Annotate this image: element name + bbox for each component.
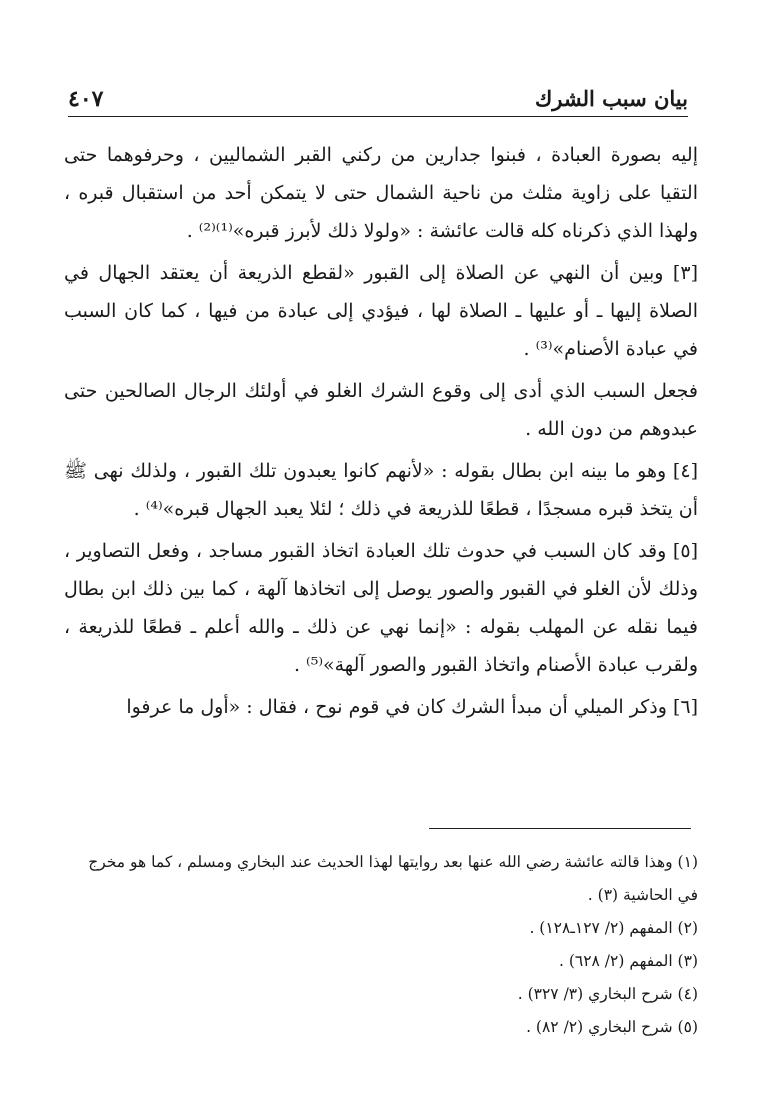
footnote: (٤) شرح البخاري (٣/ ٣٢٧) . <box>517 985 698 1003</box>
footnote: (١) وهذا قالته عائشة رضي الله عنها بعد روايتها لهذا الحديث عند البخاري ومسلم ، كما هو مخرج في الحاشية (٣) . <box>88 853 698 904</box>
running-header <box>68 86 688 117</box>
paragraph: فجعل السبب الذي أدى إلى وقوع الشرك الغلو في أولئك الرجال الصالحين حتى عبدوهم من دون الله . <box>64 380 698 440</box>
body-text <box>64 136 698 730</box>
paragraph: [٦] وذكر الميلي أن مبدأ الشرك كان في قوم نوح ، فقال : «أول ما عرفوا <box>126 696 698 718</box>
paragraph: إليه بصورة العبادة ، فبنوا جدارين من ركني القبر الشماليين ، وحرفوهما حتى التقيا على زاوية مثلث من ناحية الشمال حتى لا يتمكن أحد من استقبال قبره ، ولهذا الذي ذكرناه كله قالت عائشة : «ولولا ذلك لأبرز قبره»⁽¹⁾⁽²⁾ . <box>64 144 698 242</box>
header-title: بيان سبب الشرك <box>534 86 688 111</box>
footnotes <box>64 846 698 1044</box>
footnote: (٥) شرح البخاري (٢/ ٨٢) . <box>526 1018 698 1036</box>
paragraph: [٥] وقد كان السبب في حدوث تلك العبادة اتخاذ القبور مساجد ، وفعل التصاوير ، وذلك لأن الغلو في القبور والصور يوصل إلى اتخاذها آلهة ، كما بين ذلك ابن بطال فيما نقله عن المهلب بقوله : «إنما نهي عن ذلك ـ والله أعلم ـ قطعًا للذريعة ، ولقرب عبادة الأصنام واتخاذ القبور والصور آلهة»⁽⁵⁾ . <box>64 540 698 676</box>
page-number: ٤٠٧ <box>68 86 104 112</box>
footnote: (٢) المفهم (٢/ ١٢٧ـ١٢٨) . <box>529 919 698 937</box>
paragraph: [٣] وبين أن النهي عن الصلاة إلى القبور «لقطع الذريعة أن يعتقد الجهال في الصلاة إليها ـ أو عليها ـ الصلاة لها ، فيؤدي إلى عبادة من فيها ، كما كان السبب في عبادة الأصنام»⁽³⁾ . <box>64 262 698 360</box>
paragraph: [٤] وهو ما بينه ابن بطال بقوله : «لأنهم كانوا يعبدون تلك القبور ، ولذلك نهى ﷺ أن يتخذ قبره مسجدًا ، قطعًا للذريعة في ذلك ؛ لئلا يعبد الجهال قبره»⁽⁴⁾ . <box>64 460 698 520</box>
footnote-divider <box>429 828 691 829</box>
footnote: (٣) المفهم (٢/ ٦٢٨) . <box>558 952 698 970</box>
